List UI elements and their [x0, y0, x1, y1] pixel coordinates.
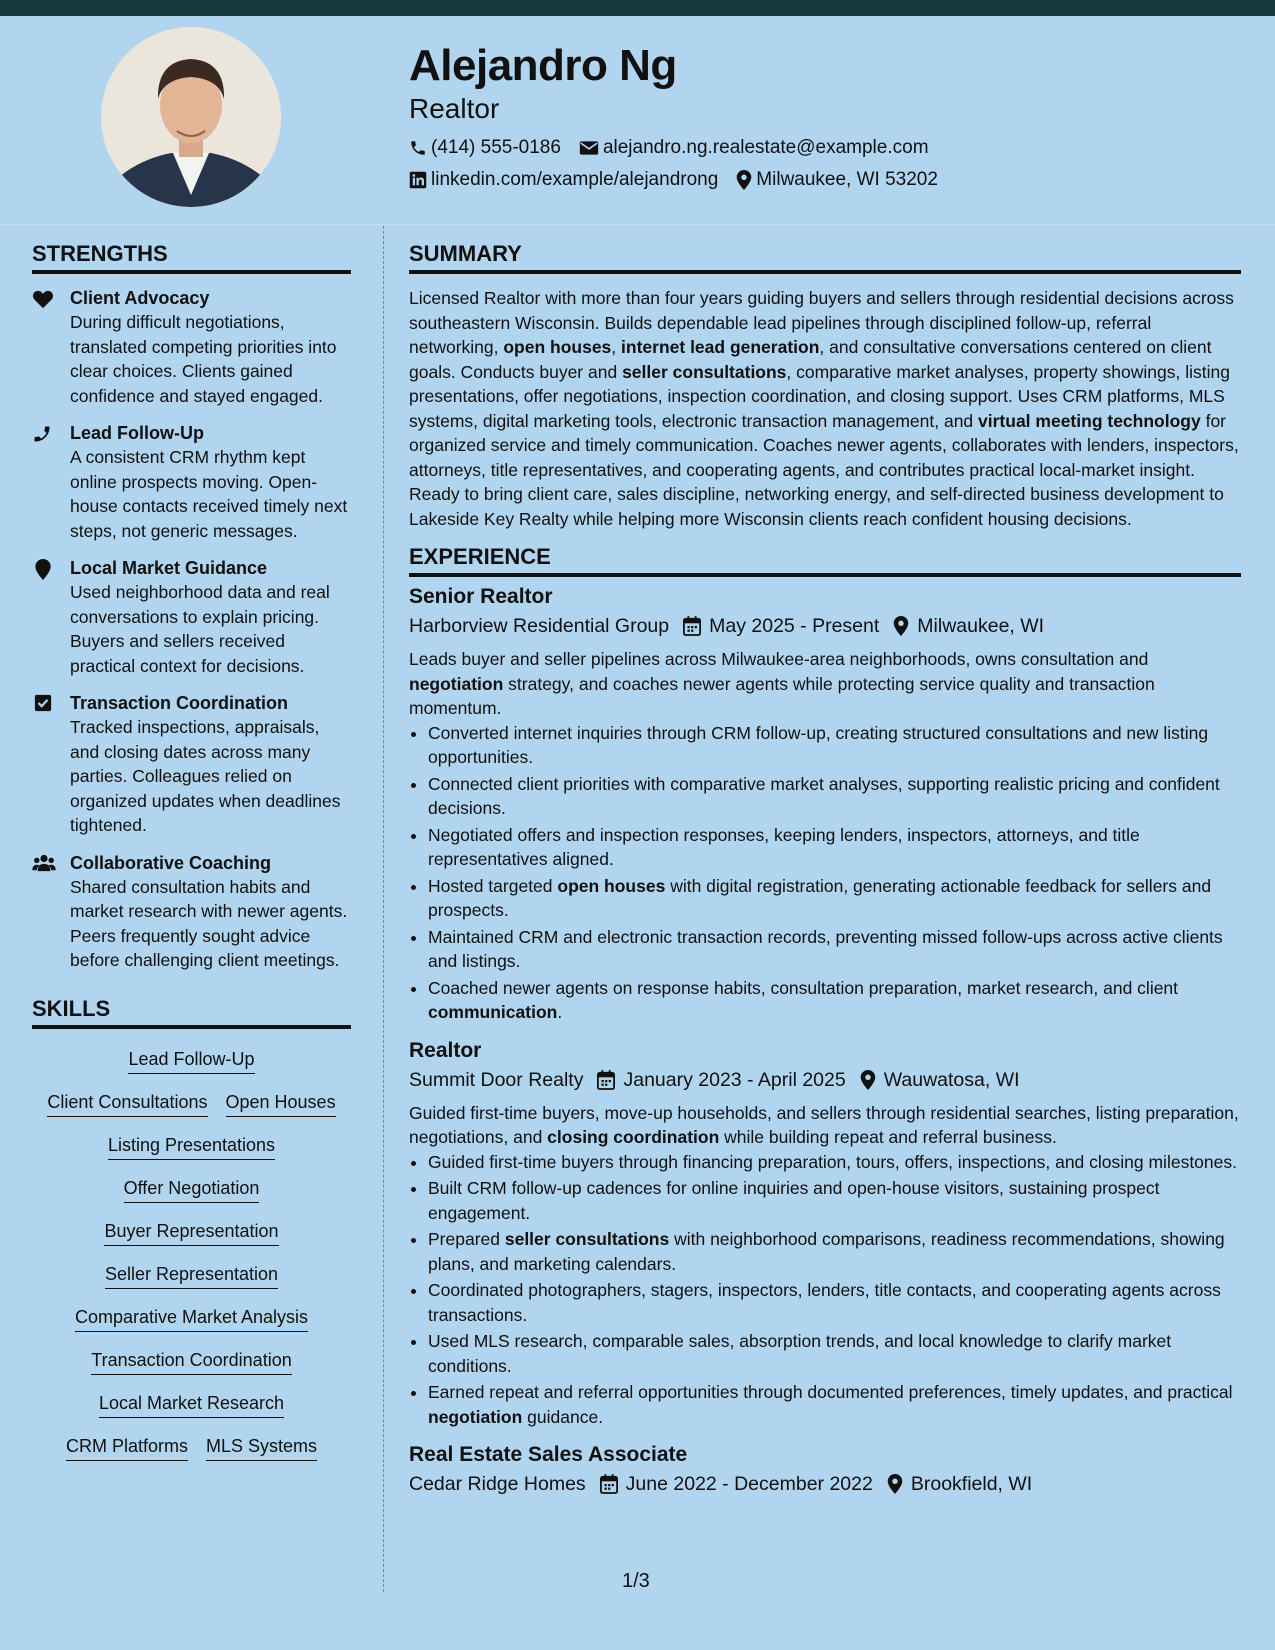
skill-row: [32, 1262, 351, 1289]
text-run: while building repeat and referral business.: [719, 1127, 1057, 1147]
job-company: Cedar Ridge Homes: [409, 1473, 586, 1495]
profile-photo: [101, 27, 281, 207]
bold-text: internet lead generation: [621, 337, 820, 357]
contact-location: Milwaukee, WI 53202: [736, 164, 938, 196]
strength-description: A consistent CRM rhythm kept online prospects moving. Open-house contacts received timely next steps, not generic messages.: [70, 447, 348, 541]
bold-text: negotiation: [428, 1406, 523, 1427]
text-run: Converted internet inquiries through CRM follow-up, creating structured consultations and new listing opportunities.: [428, 722, 1209, 767]
bold-text: negotiation: [409, 673, 504, 694]
job-description: [409, 647, 1241, 721]
calendar-icon: [683, 616, 701, 636]
text-run: for organized service and timely communication. Coaches newer agents, collaborates with lenders, inspectors, attorneys, title representatives, and cooperating agents, and contributes practical local-market insight. Ready to bring client care, sales discipline, networking energy, and self-directed business development to Lakeside Key Realty while helping more Wisconsin clients reach confident housing decisions.: [409, 410, 1239, 529]
job-entry: [409, 1037, 1241, 1430]
text-run: Coached newer agents on response habits, consultation preparation, market research, and client: [428, 977, 1179, 998]
job-company: Harborview Residential Group: [409, 615, 670, 637]
strength-body: [70, 286, 351, 408]
phone-icon: [409, 139, 427, 157]
skill-row: [32, 1133, 351, 1160]
bullet-item: [428, 1176, 1241, 1225]
skill-row: [32, 1047, 351, 1074]
skill-tag: Comparative Market Analysis: [75, 1305, 308, 1332]
text-run: with digital registration, generating actionable feedback for sellers and prospects.: [428, 875, 1212, 920]
experience-list: [409, 583, 1241, 1499]
text-run: strategy, and coaches newer agents while protecting service quality and transaction momentum.: [409, 673, 1155, 718]
strength-item: [32, 286, 351, 408]
skill-tag: CRM Platforms: [66, 1434, 188, 1461]
summary-text: [409, 286, 1241, 531]
heart-icon: [32, 286, 70, 408]
job-location-text: Wauwatosa, WI: [883, 1068, 1020, 1091]
text-run: Guided first-time buyers, move-up households, and sellers through residential searches, listing preparation, negotiations, and: [409, 1102, 1239, 1147]
contact-linkedin[interactable]: linkedin.com/example/alejandrong: [409, 164, 718, 196]
skills-heading: SKILLS: [32, 995, 351, 1029]
skills-list: [32, 1041, 351, 1461]
contact-phone: (414) 555-0186: [409, 132, 561, 164]
job-location-text: Brookfield, WI: [910, 1473, 1033, 1495]
skill-row: [32, 1348, 351, 1375]
skill-tag: Lead Follow-Up: [128, 1047, 254, 1074]
skill-row: [32, 1176, 351, 1203]
strength-title: Client Advocacy: [70, 288, 210, 308]
bullet-item: [428, 721, 1241, 770]
job-location: [887, 1469, 1032, 1499]
map-pin-icon: [32, 556, 70, 678]
text-run: .: [557, 1002, 563, 1022]
text-run: Coordinated photographers, stagers, inspectors, lenders, title contacts, and cooperating agents across transactions.: [428, 1280, 1221, 1325]
job-meta: [409, 611, 1241, 641]
job-title: Realtor: [409, 1038, 482, 1062]
map-pin-icon: [887, 1474, 903, 1494]
bullet-item: [428, 925, 1241, 974]
job-bullets: [409, 1150, 1241, 1430]
strength-title: Transaction Coordination: [70, 693, 289, 713]
envelope-icon: [579, 139, 599, 157]
experience-heading: EXPERIENCE: [409, 543, 1241, 577]
job-location: [860, 1065, 1020, 1095]
users-icon: [32, 851, 70, 973]
contact-row-2: [409, 164, 1229, 196]
strength-body: [70, 691, 351, 838]
strength-description: During difficult negotiations, translated competing priorities into clear choices. Clients gained confidence and stayed engaged.: [70, 312, 337, 406]
skill-tag: Seller Representation: [105, 1262, 278, 1289]
map-pin-icon: [893, 616, 909, 636]
bold-text: open houses: [503, 337, 612, 357]
bold-text: seller consultations: [504, 1229, 670, 1249]
skill-tag: Local Market Research: [99, 1391, 284, 1418]
strength-body: [70, 421, 351, 543]
checkbox-icon: [32, 691, 70, 838]
job-title: Real Estate Sales Associate: [409, 1443, 688, 1466]
job-meta: [409, 1469, 1241, 1499]
job-entry: [409, 583, 1241, 1025]
bold-text: seller consultations: [622, 361, 787, 382]
text-run: Guided first-time buyers through financing preparation, tours, offers, inspections, and closing milestones.: [428, 1151, 1237, 1172]
job-dates-text: January 2023 - April 2025: [623, 1068, 846, 1091]
linkedin-icon: [409, 171, 427, 189]
header-separator: [0, 224, 1275, 225]
bullet-item: [428, 772, 1241, 821]
text-run: ,: [611, 337, 622, 357]
text-run: , comparative market analyses, property showings, listing presentations, offer negotiations, inspection coordination, and closing support. Uses CRM platforms, MLS systems, digital marketing tools, electronic transaction management, and: [409, 361, 1230, 431]
map-pin-icon: [860, 1070, 876, 1090]
job-dates-text: June 2022 - December 2022: [625, 1473, 873, 1495]
text-run: Maintained CRM and electronic transaction records, preventing missed follow-ups across active clients and listings.: [428, 926, 1223, 971]
bullet-item: [428, 874, 1241, 923]
calendar-icon: [597, 1070, 615, 1090]
job-description: [409, 1101, 1241, 1150]
job-title: Senior Realtor: [409, 585, 553, 608]
job-location: [893, 611, 1044, 641]
strength-title: Lead Follow-Up: [70, 423, 204, 443]
resume-header: [409, 40, 1229, 196]
bullet-item: [428, 1380, 1241, 1429]
bold-text: communication: [428, 1002, 558, 1022]
skill-tag: MLS Systems: [206, 1434, 317, 1461]
bold-text: open houses: [557, 875, 666, 896]
skill-row: [32, 1305, 351, 1332]
strength-item: [32, 556, 351, 678]
skill-row: [32, 1219, 351, 1246]
text-run: Built CRM follow-up cadences for online inquiries and open-house visitors, sustaining prospect engagement.: [428, 1178, 1160, 1223]
skill-tag: Client Consultations: [47, 1090, 207, 1117]
strength-item: [32, 421, 351, 543]
strength-item: [32, 691, 351, 838]
contact-email[interactable]: alejandro.ng.realestate@example.com: [579, 132, 929, 164]
skill-tag: Transaction Coordination: [91, 1348, 291, 1375]
strengths-heading: STRENGTHS: [32, 240, 351, 274]
text-run: Hosted targeted: [428, 875, 558, 896]
job-dates: [683, 611, 879, 641]
job-meta: [409, 1065, 1241, 1095]
page-number: 1/3: [622, 1570, 650, 1592]
bullet-item: [428, 1150, 1241, 1175]
strength-item: [32, 851, 351, 973]
text-run: Negotiated offers and inspection responses, keeping lenders, inspectors, attorneys, and title representatives aligned.: [428, 824, 1140, 869]
strengths-list: [32, 286, 351, 973]
strength-title: Collaborative Coaching: [70, 852, 272, 873]
bullet-item: [428, 823, 1241, 872]
calendar-icon: [600, 1474, 618, 1494]
bold-text: virtual meeting technology: [978, 410, 1201, 431]
skill-row: [32, 1391, 351, 1418]
text-run: Used MLS research, comparable sales, absorption trends, and local knowledge to clarify market conditions.: [428, 1331, 1172, 1376]
strength-description: Shared consultation habits and market research with newer agents. Peers frequently sought advice before challenging client meetings.: [70, 876, 348, 970]
skill-tag: Listing Presentations: [108, 1133, 275, 1160]
left-column: [32, 240, 351, 1477]
job-entry: [409, 1441, 1241, 1499]
job-dates: [600, 1469, 873, 1499]
text-run: guidance.: [522, 1406, 604, 1427]
job-company: Summit Door Realty: [409, 1068, 584, 1091]
strength-body: [70, 851, 351, 973]
skill-tag: Open Houses: [226, 1090, 336, 1117]
strength-description: Tracked inspections, appraisals, and closing dates across many parties. Colleagues relied on organized updates when deadlines tightened.: [70, 717, 341, 835]
map-pin-icon: [736, 170, 752, 190]
text-run: Licensed Realtor with more than four years guiding buyers and sellers through residential decisions across southeastern Wisconsin. Builds dependable lead pipelines through disciplined follow-up, referral networking,: [409, 288, 1234, 357]
skill-tag: Offer Negotiation: [124, 1176, 260, 1203]
bullet-item: [428, 1278, 1241, 1327]
bullet-item: [428, 976, 1241, 1025]
strength-body: [70, 556, 351, 678]
candidate-name: Alejandro Ng: [409, 41, 677, 90]
bold-text: closing coordination: [547, 1127, 720, 1147]
text-run: Connected client priorities with comparative market analyses, supporting realistic pricing and confident decisions.: [428, 773, 1220, 818]
job-dates-text: May 2025 - Present: [709, 615, 880, 637]
text-run: Prepared: [428, 1229, 505, 1249]
contact-row-1: [409, 132, 1229, 164]
strength-title: Local Market Guidance: [70, 558, 268, 578]
right-column: [409, 240, 1241, 1505]
candidate-role: Realtor: [409, 93, 500, 124]
job-location-text: Milwaukee, WI: [917, 615, 1045, 637]
top-accent-bar: [0, 0, 1275, 16]
bullet-item: [428, 1227, 1241, 1276]
text-run: , and consultative conversations centered on client goals. Conducts buyer and: [409, 337, 1212, 382]
skill-row: [32, 1090, 351, 1117]
column-divider: [383, 226, 384, 1592]
job-bullets: [409, 721, 1241, 1025]
job-dates: [597, 1065, 845, 1095]
skill-tag: Buyer Representation: [104, 1219, 278, 1246]
skill-row: [32, 1434, 351, 1461]
bullet-item: [428, 1329, 1241, 1378]
text-run: Leads buyer and seller pipelines across Milwaukee-area neighborhoods, owns consultation and: [409, 649, 1149, 669]
strength-description: Used neighborhood data and real conversations to explain pricing. Buyers and sellers received practical context for decisions.: [70, 582, 330, 676]
summary-heading: SUMMARY: [409, 240, 1241, 274]
text-run: with neighborhood comparisons, readiness recommendations, showing plans, and marketing calendars.: [428, 1229, 1225, 1274]
text-run: Earned repeat and referral opportunities through documented preferences, timely updates, and practical: [428, 1382, 1233, 1402]
phone-icon: [32, 421, 70, 543]
